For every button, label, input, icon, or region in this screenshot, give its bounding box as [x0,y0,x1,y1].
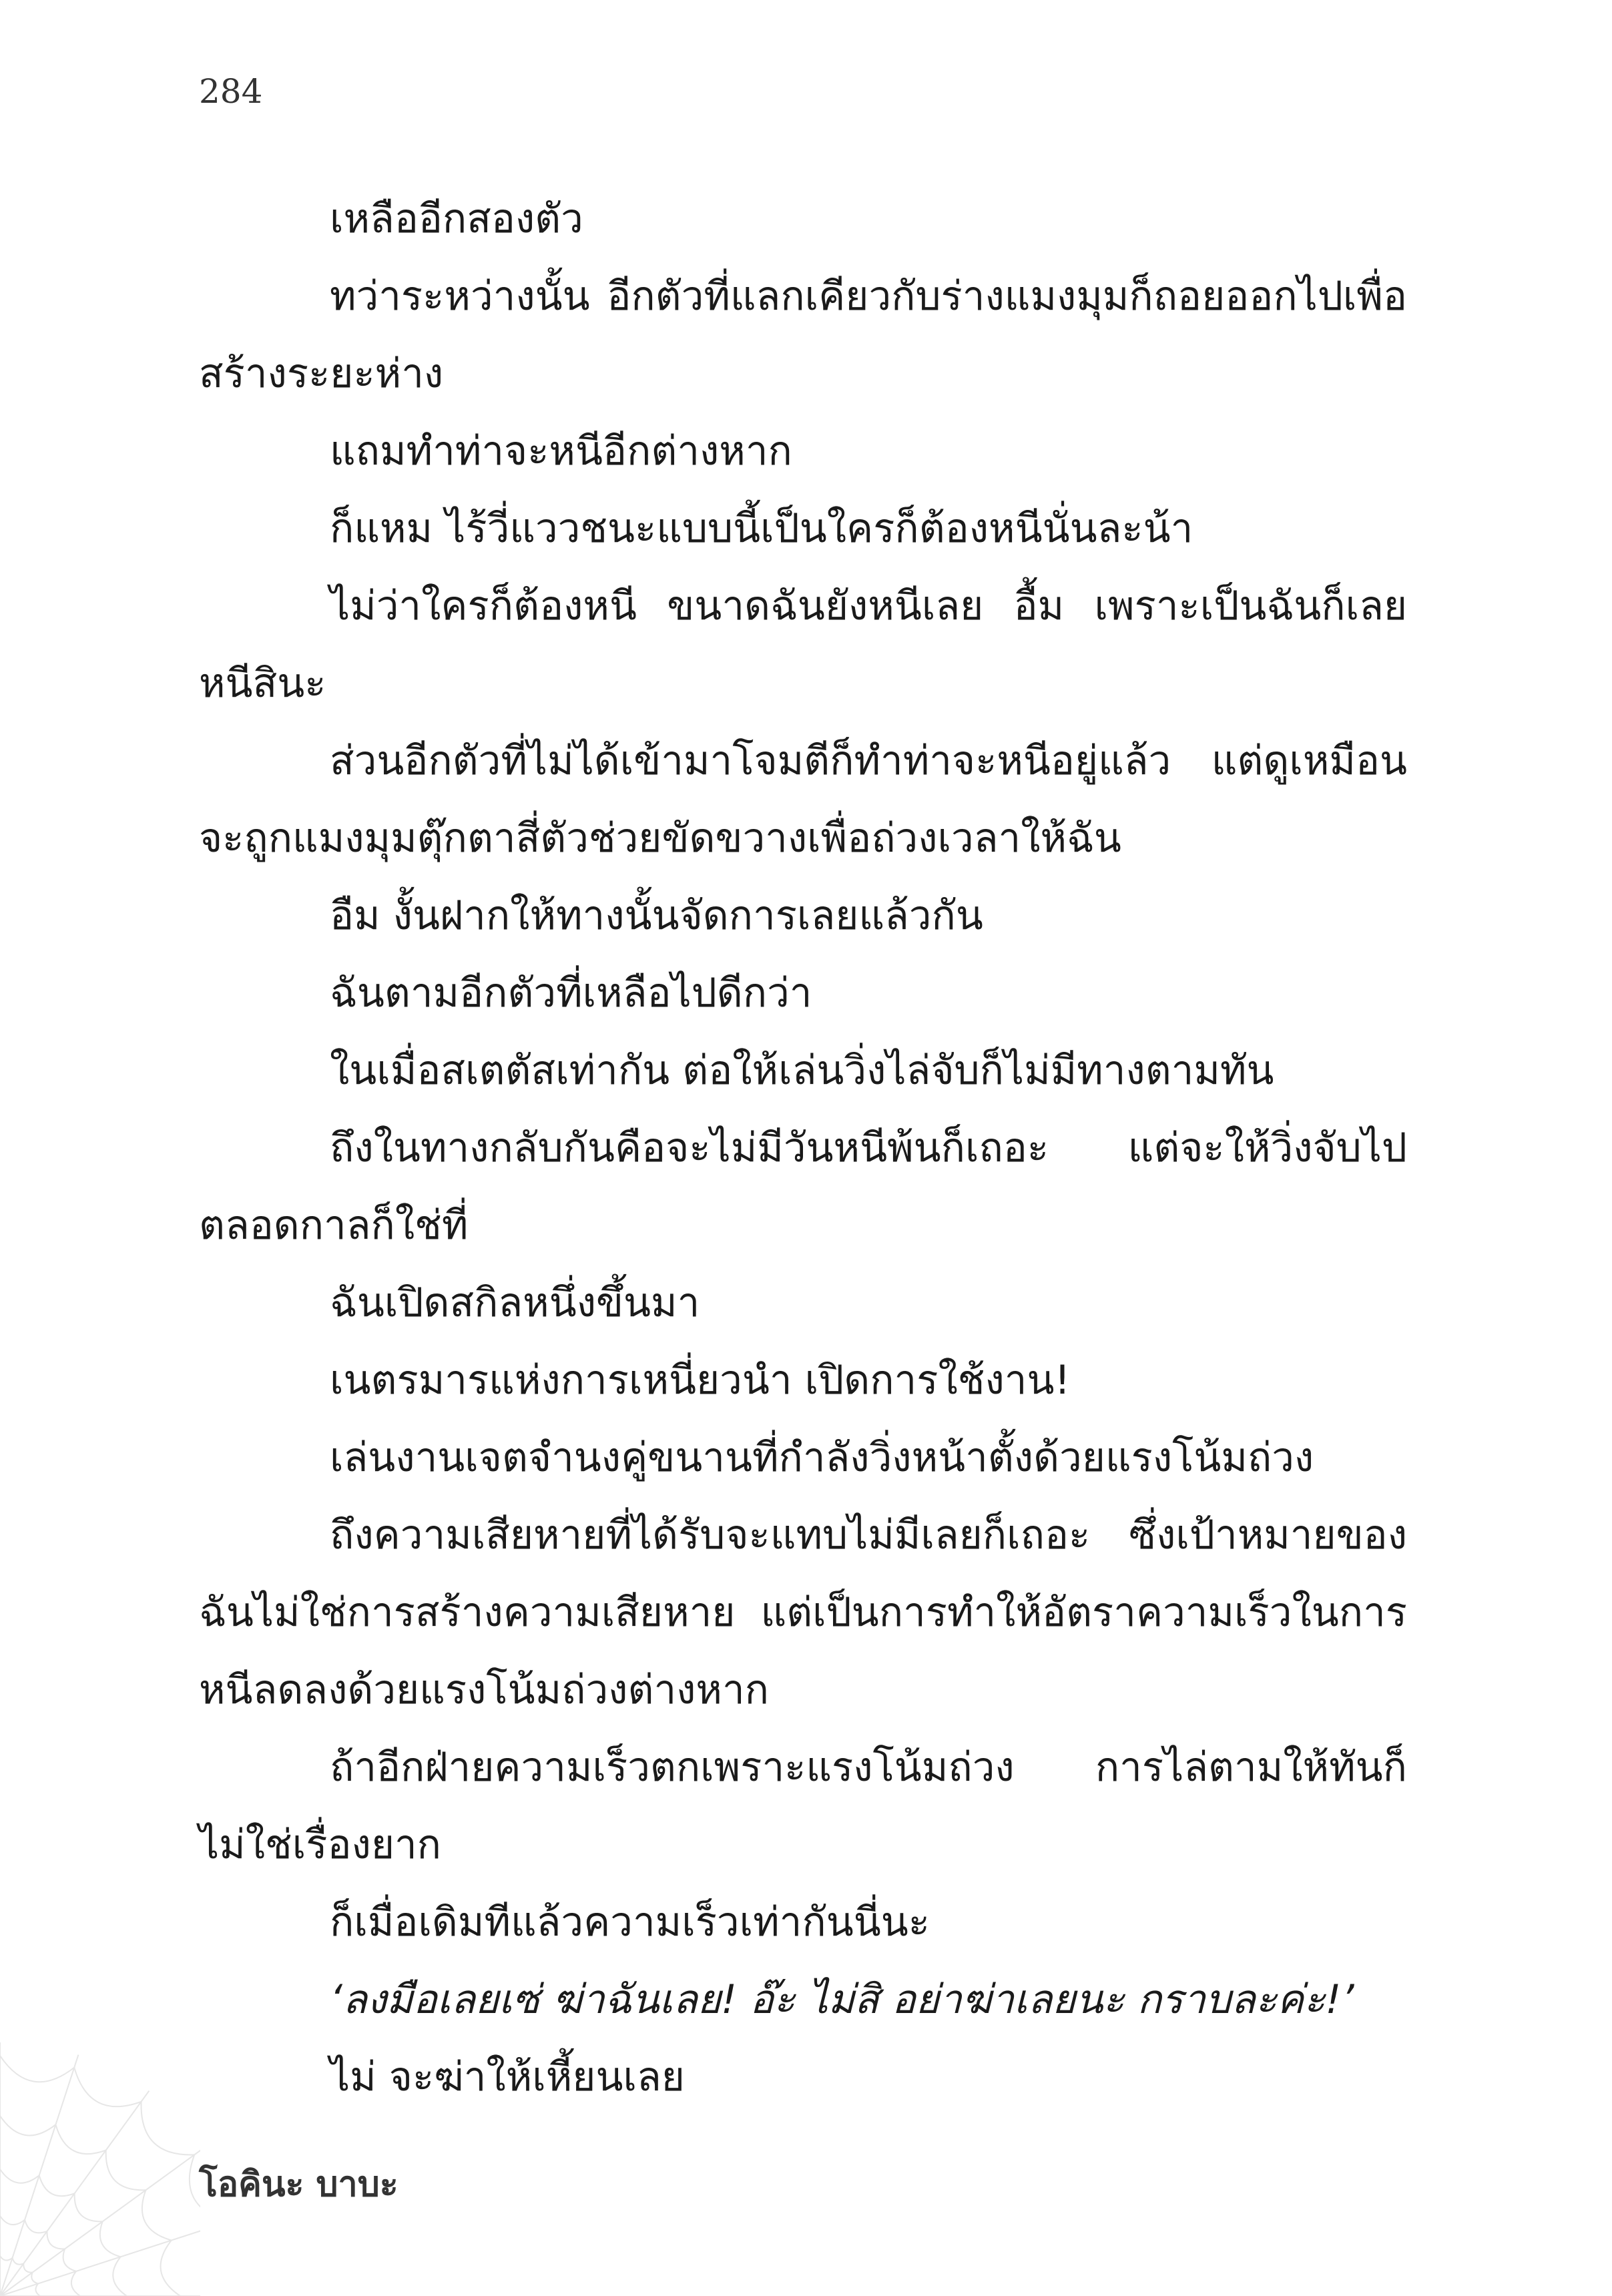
paragraph: ส่วนอีกตัวที่ไม่ได้เข้ามาโจมตีก็ทำท่าจะหนีอยู่แล้ว แต่ดูเหมือนจะถูกแมงมุมตุ๊กตาสี่ตัวช่วยขัดขวางเพื่อถ่วงเวลาให้ฉัน [199,738,1407,862]
paragraph: เล่นงานเจตจำนงคู่ขนานที่กำลังวิ่งหน้าตั้งด้วยแรงโน้มถ่วง [330,1434,1314,1481]
paragraph: ถึงความเสียหายที่ได้รับจะแทบไม่มีเลยก็เถอะ ซึ่งเป้าหมายของฉันไม่ใช่การสร้างความเสียหาย แต่เป็นการทำให้อัตราความเร็วในการหนีลดลงด้วยแรงโน้มถ่วงต่างหาก [199,1512,1407,1713]
paragraph: ก็เมื่อเดิมทีแล้วความเร็วเท่ากันนี่นะ [330,1899,930,1946]
paragraph: อืม งั้นฝากให้ทางนั้นจัดการเลยแล้วกัน [330,892,983,939]
paragraph: ฉันตามอีกตัวที่เหลือไปดีกว่า [330,970,812,1017]
paragraph: ก็แหม ไร้วี่แววชนะแบบนี้เป็นใครก็ต้องหนีนั่นละน้า [330,505,1193,552]
paragraph: ถึงในทางกลับกันคือจะไม่มีวันหนีพ้นก็เถอะ แต่จะให้วิ่งจับไปตลอดกาลก็ใช่ที่ [199,1125,1407,1249]
paragraph: ถ้าอีกฝ่ายความเร็วตกเพราะแรงโน้มถ่วง การไล่ตามให้ทันก็ไม่ใช่เรื่องยาก [199,1744,1407,1868]
web-ring [0,2169,127,2296]
paragraph: ฉันเปิดสกิลหนึ่งขึ้นมา [330,1279,700,1326]
paragraph: ในเมื่อสเตตัสเท่ากัน ต่อให้เล่นวิ่งไล่จับก็ไม่มีทางตามทัน [330,1047,1274,1094]
body-text [199,180,1407,2116]
spider-web-icon [0,2029,200,2296]
paragraph: ทว่าระหว่างนั้น อีกตัวที่แลกเคียวกับร่างแมงมุมก็ถอยออกไปเพื่อสร้างระยะห่าง [199,273,1407,397]
paragraph: ไม่ จะฆ่าให้เหี้ยนเลย [330,2054,685,2100]
paragraph: เหลืออีกสองตัว [330,196,583,242]
web-ring [0,2216,80,2296]
web-ring [0,2056,200,2296]
paragraph: แถมทำท่าจะหนีอีกต่างหาก [330,428,792,475]
footer-author: โอคินะ บาบะ [199,2165,398,2205]
page-number: 284 [199,72,263,111]
paragraph-italic: ‘ลงมือเลยเซ่ ฆ่าฉันเลย! อ๊ะ ไม่สิ อย่าฆ่าเลยนะ กราบละค่ะ!’ [330,1976,1354,2023]
paragraph: ไม่ว่าใครก็ต้องหนี ขนาดฉันยังหนีเลย อื้ม เพราะเป็นฉันก็เลยหนีสินะ [199,583,1407,707]
paragraph: เนตรมารแห่งการเหนี่ยวนำ เปิดการใช้งาน! [330,1357,1071,1404]
